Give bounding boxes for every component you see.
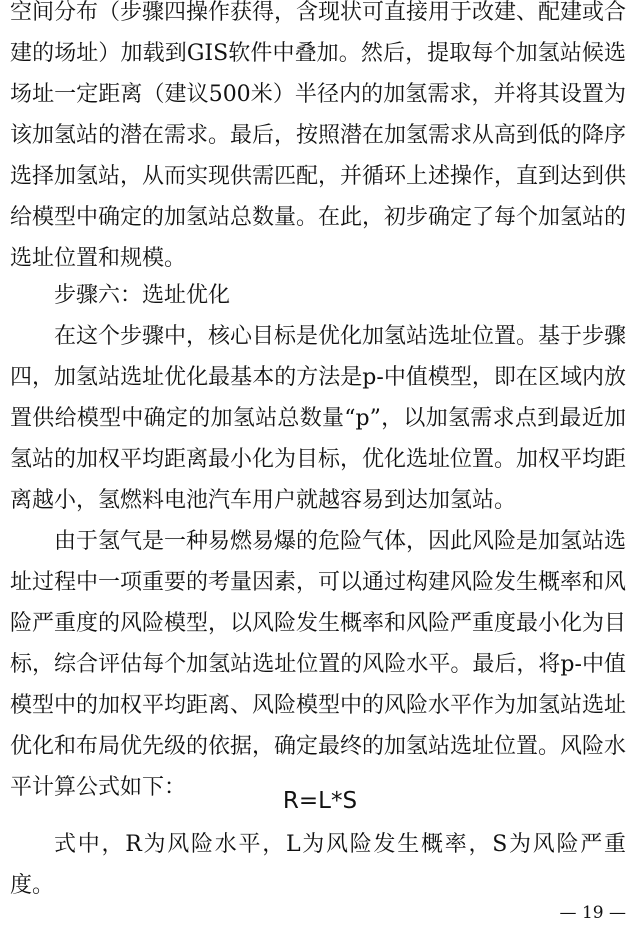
risk-formula: R=L*S [282, 788, 358, 814]
step-six-heading: 步骤六：选址优化 [54, 283, 231, 308]
paragraph-risk: 由于氢气是一种易燃易爆的危险气体，因此风险是加氢站选址过程中一项重要的考量因素，可以通过构建风险发生概率和风险严重度的风险模型，以风险发生概率和风险严重度最小化为目标，综合评估每个加氢站选址位置的风险水平。最后，将p-中值模型中的加权平均距离、风险模型中的风险水平作为加氢站选址优化和布局优先级的依据，确定最终的加氢站选址位置。风险水平计算公式如下： [10, 529, 627, 800]
page-number: — 19 — [559, 903, 626, 923]
formula-explanation: 式中，R为风险水平，L为风险发生概率，S为风险严重度。 [10, 832, 626, 898]
paragraph-site-selection: 空间分布（步骤四操作获得，含现状可直接用于改建、配建或合建的场址）加载到GIS软件中叠加。然后，提取每个加氢站候选场址一定距离（建议500米）半径内的加氢需求，并将其设置为该加氢站的潜在需求。最后，按照潜在加氢需求从高到低的降序选择加氢站，从而实现供需匹配，并循环上述操作，直到达到供给模型中确定的加氢站总数量。在此，初步确定了每个加氢站的选址位置和规模。 [10, 0, 627, 271]
paragraph-p-median: 在这个步骤中，核心目标是优化加氢站选址位置。基于步骤四，加氢站选址优化最基本的方法是p-中值模型，即在区域内放置供给模型中确定的加氢站总数量“p”，以加氢需求点到最近加氢站的加权平均距离最小化为目标，优化选址位置。加权平均距离越小，氢燃料电池汽车用户就越容易到达加氢站。 [10, 324, 627, 513]
